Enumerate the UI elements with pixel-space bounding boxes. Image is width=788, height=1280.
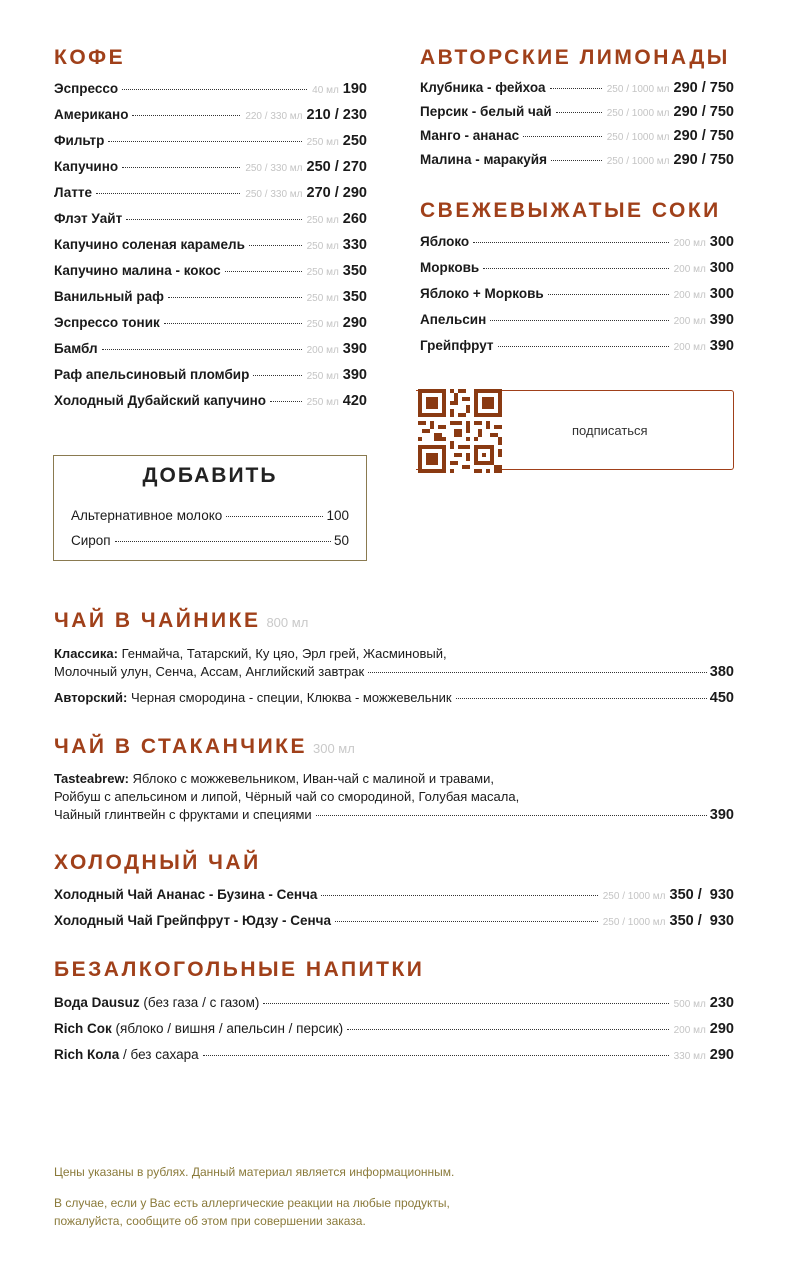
menu-item bbox=[420, 124, 734, 148]
item-volume: 250 мл bbox=[306, 215, 339, 226]
item-price: 270 / 290 bbox=[306, 185, 367, 201]
menu-item bbox=[420, 148, 734, 172]
menu-item bbox=[54, 206, 367, 232]
menu-item bbox=[420, 255, 734, 281]
item-price: 390 bbox=[342, 367, 367, 383]
leader-dots bbox=[96, 193, 240, 194]
item-desc: (яблоко / вишня / апельсин / персик) bbox=[111, 1021, 344, 1036]
menu-item bbox=[54, 1042, 734, 1068]
item-price: 290 bbox=[342, 315, 367, 331]
juices-heading: СВЕЖЕВЫЖАТЫЕ СОКИ bbox=[420, 199, 721, 222]
item-volume: 250 / 1000 мл bbox=[602, 891, 666, 902]
item-price: 50 bbox=[333, 533, 349, 548]
item-price: 350 / 930 bbox=[669, 887, 734, 903]
soft-drinks-heading: БЕЗАЛКОГОЛЬНЫЕ НАПИТКИ bbox=[54, 958, 425, 981]
leader-dots bbox=[108, 141, 301, 142]
menu-item bbox=[420, 307, 734, 333]
leader-dots bbox=[498, 346, 669, 347]
leader-dots bbox=[225, 271, 302, 272]
leader-dots bbox=[347, 1029, 668, 1030]
item-desc: / без сахара bbox=[119, 1047, 199, 1062]
lemonades-heading: АВТОРСКИЕ ЛИМОНАДЫ bbox=[420, 46, 730, 69]
menu-item bbox=[420, 281, 734, 307]
menu-item bbox=[54, 1016, 734, 1042]
tea-pot-author bbox=[54, 689, 734, 707]
item-price: 390 bbox=[709, 338, 734, 354]
item-volume: 250 мл bbox=[306, 293, 339, 304]
addon-item bbox=[71, 503, 349, 528]
menu-item bbox=[54, 232, 367, 258]
tea-cup-price: 390 bbox=[709, 807, 734, 823]
tea-cup-line-1: Яблоко с можжевельником, Иван-чай с малиной и травами, bbox=[132, 771, 494, 786]
item-price: 260 bbox=[342, 211, 367, 227]
item-price: 250 / 270 bbox=[306, 159, 367, 175]
coffee-heading: КОФЕ bbox=[54, 46, 126, 69]
item-price: 300 bbox=[709, 260, 734, 276]
item-name: Яблоко + Морковь bbox=[420, 286, 544, 301]
leader-dots bbox=[203, 1055, 669, 1056]
leader-dots bbox=[115, 541, 331, 542]
subscribe-label: подписаться bbox=[572, 423, 648, 438]
tasteabrew-label: Tasteabrew: bbox=[54, 771, 129, 786]
leader-dots bbox=[523, 136, 602, 137]
classic-price: 380 bbox=[709, 664, 734, 680]
item-volume: 200 мл bbox=[673, 1025, 706, 1036]
item-price: 420 bbox=[342, 393, 367, 409]
soft-drinks-list bbox=[54, 990, 734, 1068]
item-volume: 250 мл bbox=[306, 319, 339, 330]
item-name: Латте bbox=[54, 185, 93, 200]
leader-dots bbox=[164, 323, 302, 324]
tea-cup-line-2: Ройбуш с апельсином и липой, Чёрный чай со смородиной, Голубая масала, bbox=[54, 789, 520, 804]
footer-allergy-line-1: В случае, если у Вас есть аллергические реакции на любые продукты, bbox=[54, 1196, 450, 1210]
item-name: Грейпфрут bbox=[420, 338, 494, 353]
footer-allergy-line-2: пожалуйста, сообщите об этом при совершении заказа. bbox=[54, 1214, 366, 1228]
menu-item bbox=[420, 229, 734, 255]
leader-dots bbox=[483, 268, 668, 269]
item-name: Сироп bbox=[71, 533, 111, 548]
leader-dots bbox=[168, 297, 302, 298]
item-price: 210 / 230 bbox=[306, 107, 367, 123]
item-price: 290 bbox=[709, 1047, 734, 1063]
item-name: Rich Кола bbox=[54, 1047, 120, 1062]
tea-cup-desc bbox=[54, 770, 734, 824]
item-price: 290 / 750 bbox=[673, 104, 734, 120]
item-price: 290 bbox=[709, 1021, 734, 1037]
tea-cup-volume: 300 мл bbox=[312, 741, 355, 756]
item-name: Rich Сок bbox=[54, 1021, 112, 1036]
cold-tea-list bbox=[54, 882, 734, 934]
qr-code-icon[interactable] bbox=[418, 389, 502, 473]
leader-dots bbox=[490, 320, 668, 321]
item-price: 350 / 930 bbox=[669, 913, 734, 929]
leader-dots bbox=[335, 921, 598, 922]
item-price: 390 bbox=[342, 341, 367, 357]
leader-dots bbox=[456, 698, 707, 699]
item-name: Холодный Дубайский капучино bbox=[54, 393, 267, 408]
item-name: Клубника - фейхоа bbox=[420, 80, 546, 95]
item-volume: 250 мл bbox=[306, 241, 339, 252]
menu-item bbox=[420, 76, 734, 100]
menu-item bbox=[54, 102, 367, 128]
author-price: 450 bbox=[709, 690, 734, 706]
coffee-list bbox=[54, 76, 367, 414]
menu-item bbox=[54, 258, 367, 284]
item-name: Раф апельсиновый пломбир bbox=[54, 367, 250, 382]
tea-cup-line-3: Чайный глинтвейн с фруктами и специями bbox=[54, 807, 312, 822]
item-name: Апельсин bbox=[420, 312, 487, 327]
item-name: Эспрессо bbox=[54, 81, 119, 96]
tea-cup-heading bbox=[54, 735, 355, 759]
leader-dots bbox=[556, 112, 602, 113]
item-volume: 500 мл bbox=[673, 999, 706, 1010]
leader-dots bbox=[270, 401, 302, 402]
tea-cup-title: ЧАЙ В СТАКАНЧИКЕ bbox=[54, 735, 307, 758]
item-volume: 200 мл bbox=[673, 316, 706, 327]
item-name: Холодный Чай Грейпфрут - Юдзу - Сенча bbox=[54, 913, 332, 928]
item-price: 250 bbox=[342, 133, 367, 149]
item-name: Малина - маракуйя bbox=[420, 152, 547, 167]
item-volume: 200 мл bbox=[673, 342, 706, 353]
item-volume: 330 мл bbox=[673, 1051, 706, 1062]
item-name: Манго - ананас bbox=[420, 128, 520, 143]
leader-dots bbox=[253, 375, 301, 376]
leader-dots bbox=[102, 349, 302, 350]
addons-box bbox=[53, 455, 367, 561]
item-name: Капучино bbox=[54, 159, 119, 174]
item-volume: 250 мл bbox=[306, 137, 339, 148]
item-name: Бамбл bbox=[54, 341, 98, 356]
item-volume: 200 мл bbox=[673, 238, 706, 249]
item-name: Флэт Уайт bbox=[54, 211, 123, 226]
item-volume: 250 / 330 мл bbox=[245, 189, 303, 200]
item-name: Персик - белый чай bbox=[420, 104, 552, 119]
item-price: 290 / 750 bbox=[673, 152, 734, 168]
tea-pot-classic bbox=[54, 645, 734, 681]
item-name: Ванильный раф bbox=[54, 289, 164, 304]
item-price: 290 / 750 bbox=[673, 128, 734, 144]
tea-pot-title: ЧАЙ В ЧАЙНИКЕ bbox=[54, 609, 261, 632]
leader-dots bbox=[473, 242, 668, 243]
leader-dots bbox=[226, 516, 323, 517]
leader-dots bbox=[551, 160, 602, 161]
tea-pot-heading bbox=[54, 609, 308, 633]
addons-heading: ДОБАВИТЬ bbox=[142, 464, 278, 487]
classic-line-1: Генмайча, Татарский, Ку цяо, Эрл грей, Жасминовый, bbox=[121, 646, 447, 661]
item-price: 230 bbox=[709, 995, 734, 1011]
item-price: 100 bbox=[326, 508, 349, 523]
item-volume: 200 мл bbox=[306, 345, 339, 356]
footer-note-prices: Цены указаны в рублях. Данный материал является информационным. bbox=[54, 1165, 455, 1179]
menu-item bbox=[54, 990, 734, 1016]
item-volume: 220 / 330 мл bbox=[245, 111, 303, 122]
item-volume: 250 / 1000 мл bbox=[606, 84, 670, 95]
item-name: Вода Dausuz bbox=[54, 995, 140, 1010]
leader-dots bbox=[368, 672, 707, 673]
item-volume: 40 мл bbox=[312, 85, 339, 96]
item-volume: 250 / 330 мл bbox=[245, 163, 303, 174]
item-volume: 200 мл bbox=[673, 290, 706, 301]
author-label: Авторский: bbox=[54, 690, 128, 705]
item-name: Альтернативное молоко bbox=[71, 508, 223, 523]
menu-item bbox=[54, 284, 367, 310]
item-volume: 250 / 1000 мл bbox=[606, 132, 670, 143]
menu-item bbox=[54, 882, 734, 908]
addon-item bbox=[71, 528, 349, 553]
item-volume: 250 / 1000 мл bbox=[602, 917, 666, 928]
item-name: Капучино малина - кокос bbox=[54, 263, 221, 278]
item-volume: 250 / 1000 мл bbox=[606, 108, 670, 119]
leader-dots bbox=[122, 89, 307, 90]
classic-label: Классика: bbox=[54, 646, 118, 661]
item-price: 290 / 750 bbox=[673, 80, 734, 96]
item-volume: 250 мл bbox=[306, 397, 339, 408]
cold-tea-heading: ХОЛОДНЫЙ ЧАЙ bbox=[54, 851, 261, 874]
item-price: 390 bbox=[709, 312, 734, 328]
item-volume: 250 мл bbox=[306, 267, 339, 278]
item-name: Фильтр bbox=[54, 133, 105, 148]
item-price: 190 bbox=[342, 81, 367, 97]
menu-item bbox=[54, 76, 367, 102]
item-volume: 200 мл bbox=[673, 264, 706, 275]
lemonades-list bbox=[420, 76, 734, 172]
item-name: Морковь bbox=[420, 260, 480, 275]
item-volume: 250 / 1000 мл bbox=[606, 156, 670, 167]
item-price: 350 bbox=[342, 263, 367, 279]
footer-note-allergy bbox=[54, 1194, 450, 1230]
item-name: Яблоко bbox=[420, 234, 470, 249]
menu-item bbox=[420, 333, 734, 359]
author-line-1: Черная смородина - специи, Клюква - можжевельник bbox=[130, 690, 452, 705]
item-price: 350 bbox=[342, 289, 367, 305]
menu-item bbox=[420, 100, 734, 124]
item-price: 300 bbox=[709, 234, 734, 250]
juices-list bbox=[420, 229, 734, 359]
leader-dots bbox=[263, 1003, 668, 1004]
item-name: Холодный Чай Ананас - Бузина - Сенча bbox=[54, 887, 318, 902]
leader-dots bbox=[548, 294, 669, 295]
leader-dots bbox=[321, 895, 597, 896]
menu-item bbox=[54, 362, 367, 388]
leader-dots bbox=[316, 815, 707, 816]
leader-dots bbox=[550, 88, 602, 89]
menu-item bbox=[54, 388, 367, 414]
menu-item bbox=[54, 180, 367, 206]
item-name: Капучино соленая карамель bbox=[54, 237, 245, 252]
item-price: 330 bbox=[342, 237, 367, 253]
menu-item bbox=[54, 908, 734, 934]
menu-item bbox=[54, 128, 367, 154]
tea-pot-volume: 800 мл bbox=[266, 615, 309, 630]
item-price: 300 bbox=[709, 286, 734, 302]
leader-dots bbox=[132, 115, 240, 116]
item-name: Эспрессо тоник bbox=[54, 315, 160, 330]
item-volume: 250 мл bbox=[306, 371, 339, 382]
menu-item bbox=[54, 154, 367, 180]
leader-dots bbox=[126, 219, 301, 220]
menu-item bbox=[54, 310, 367, 336]
item-name: Американо bbox=[54, 107, 129, 122]
item-desc: (без газа / с газом) bbox=[139, 995, 260, 1010]
leader-dots bbox=[122, 167, 240, 168]
classic-line-2: Молочный улун, Сенча, Ассам, Английский завтрак bbox=[54, 664, 365, 679]
leader-dots bbox=[249, 245, 302, 246]
menu-item bbox=[54, 336, 367, 362]
